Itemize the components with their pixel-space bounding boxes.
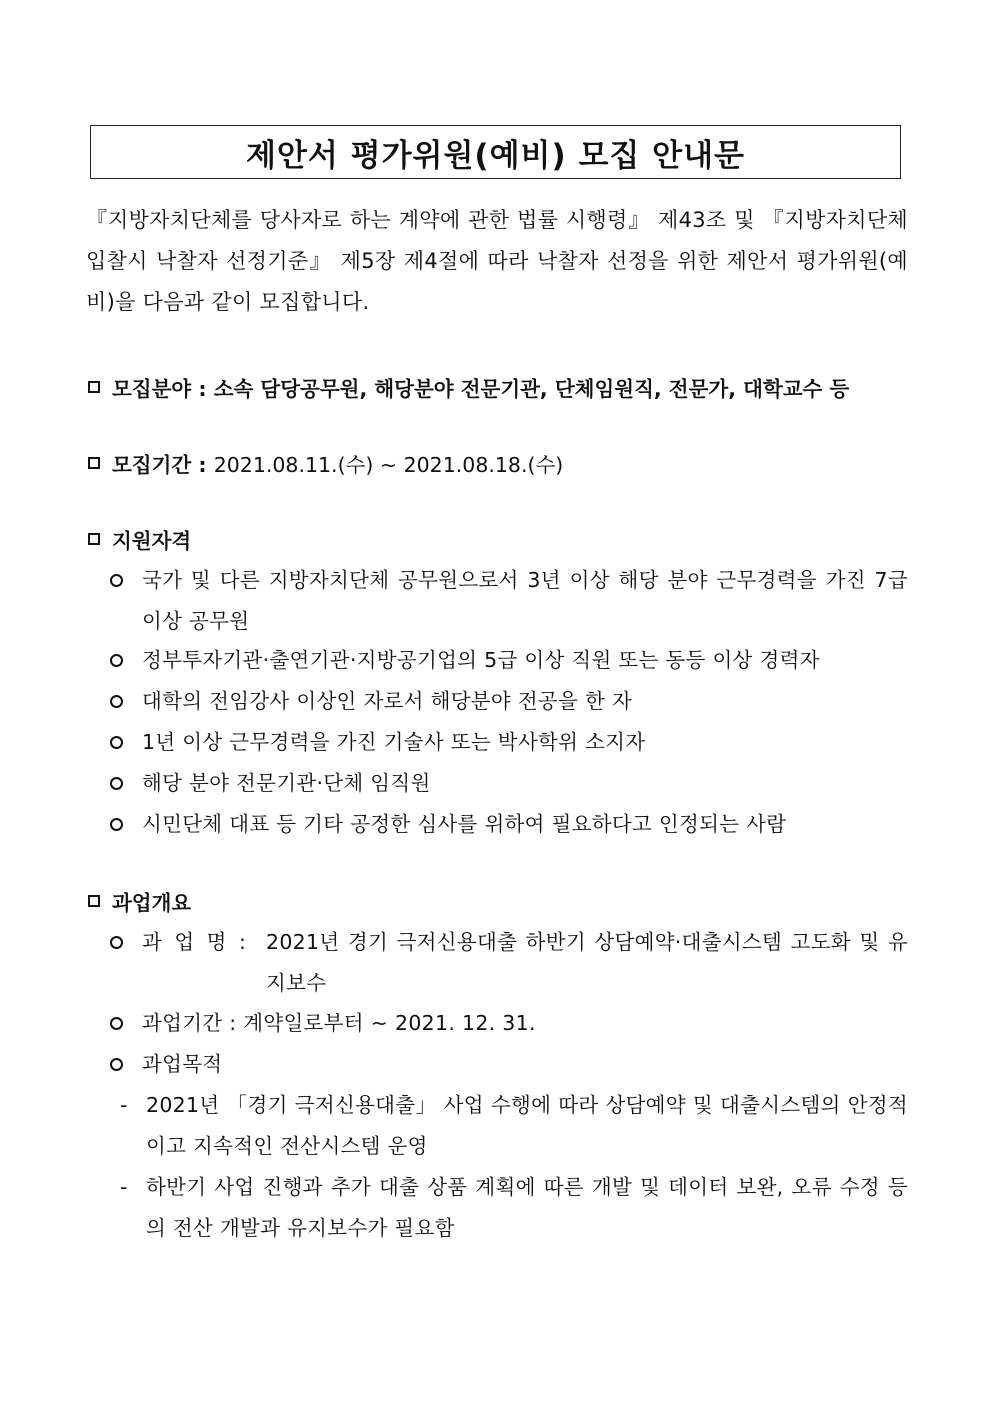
circle-bullet-icon [110, 1017, 123, 1030]
qualification-item: 국가 및 다른 지방자치단체 공무원으로서 3년 이상 해당 분야 근무경력을 가진 7급 이상 공무원 [110, 560, 908, 642]
task-purpose-item [110, 1044, 908, 1085]
qualification-item: 정부투자기관·출연기관·지방공기업의 5급 이상 직원 또는 동등 이상 경력자 [110, 640, 908, 681]
qualification-item: 해당 분야 전문기관·단체 임직원 [110, 763, 908, 804]
circle-bullet-icon [110, 936, 123, 949]
circle-bullet-icon [110, 777, 123, 790]
task-name-label: 과 업 명 : [142, 930, 249, 954]
circle-bullet-icon [110, 818, 123, 831]
qualification-item: 시민단체 대표 등 기타 공정한 심사를 위하여 필요하다고 인정되는 사람 [110, 804, 908, 845]
section-field [88, 372, 849, 402]
intro-paragraph: 『지방자치단체를 당사자로 하는 계약에 관한 법률 시행령』 제43조 및 『지방자치단체 입찰시 낙찰자 선정기준』 제5장 제4절에 따라 낙찰자 선정을 위한 제안서 평가위원(예비)을 다음과 같이 모집합니다. [86, 208, 908, 314]
purpose-subitem: - 2021년 「경기 극저신용대출」 사업 수행에 따라 상담예약 및 대출시스템의 안정적이고 지속적인 전산시스템 운영 [120, 1085, 908, 1167]
task-purpose-label: 과업목적 [142, 1052, 223, 1076]
task-period-text: 과업기간 : 계약일로부터 ~ 2021. 12. 31. [142, 1011, 536, 1035]
field-label: 모집분야 : [112, 377, 207, 401]
checkbox-square-icon [88, 895, 100, 907]
circle-bullet-icon [110, 695, 123, 708]
dash-bullet: - [120, 1093, 128, 1117]
qualification-item: 1년 이상 근무경력을 가진 기술사 또는 박사학위 소지자 [110, 722, 908, 763]
section-period [88, 448, 563, 478]
title-text: 제안서 평가위원(예비) 모집 안내문 [246, 137, 745, 174]
circle-bullet-icon [110, 654, 123, 667]
qualification-label: 지원자격 [112, 529, 192, 553]
checkbox-square-icon [88, 457, 100, 469]
circle-bullet-icon [110, 1058, 123, 1071]
checkbox-square-icon [88, 381, 100, 393]
task-name-item [110, 922, 908, 1004]
purpose-subitem: - 하반기 사업 진행과 추가 대출 상품 계획에 따른 개발 및 데이터 보완, 오류 수정 등의 전산 개발과 유지보수가 필요함 [120, 1167, 908, 1249]
circle-bullet-icon [110, 574, 123, 587]
qualification-item: 대학의 전임강사 이상인 자로서 해당분야 전공을 한 자 [110, 681, 908, 722]
task-period-item [110, 1003, 908, 1044]
document-title [90, 125, 901, 179]
section-qualification [88, 524, 191, 554]
overview-label: 과업개요 [112, 891, 192, 915]
dash-bullet: - [120, 1175, 128, 1199]
field-value: 소속 담당공무원, 해당분야 전문기관, 단체임원직, 전문가, 대학교수 등 [213, 377, 850, 401]
period-label: 모집기간 : [112, 453, 207, 477]
period-value: 2021.08.11.(수) ~ 2021.08.18.(수) [213, 453, 564, 477]
task-name-value: 2021년 경기 극저신용대출 하반기 상담예약·대출시스템 고도화 및 유지보수 [266, 930, 908, 995]
checkbox-square-icon [88, 533, 100, 545]
circle-bullet-icon [110, 736, 123, 749]
section-overview [88, 886, 191, 916]
